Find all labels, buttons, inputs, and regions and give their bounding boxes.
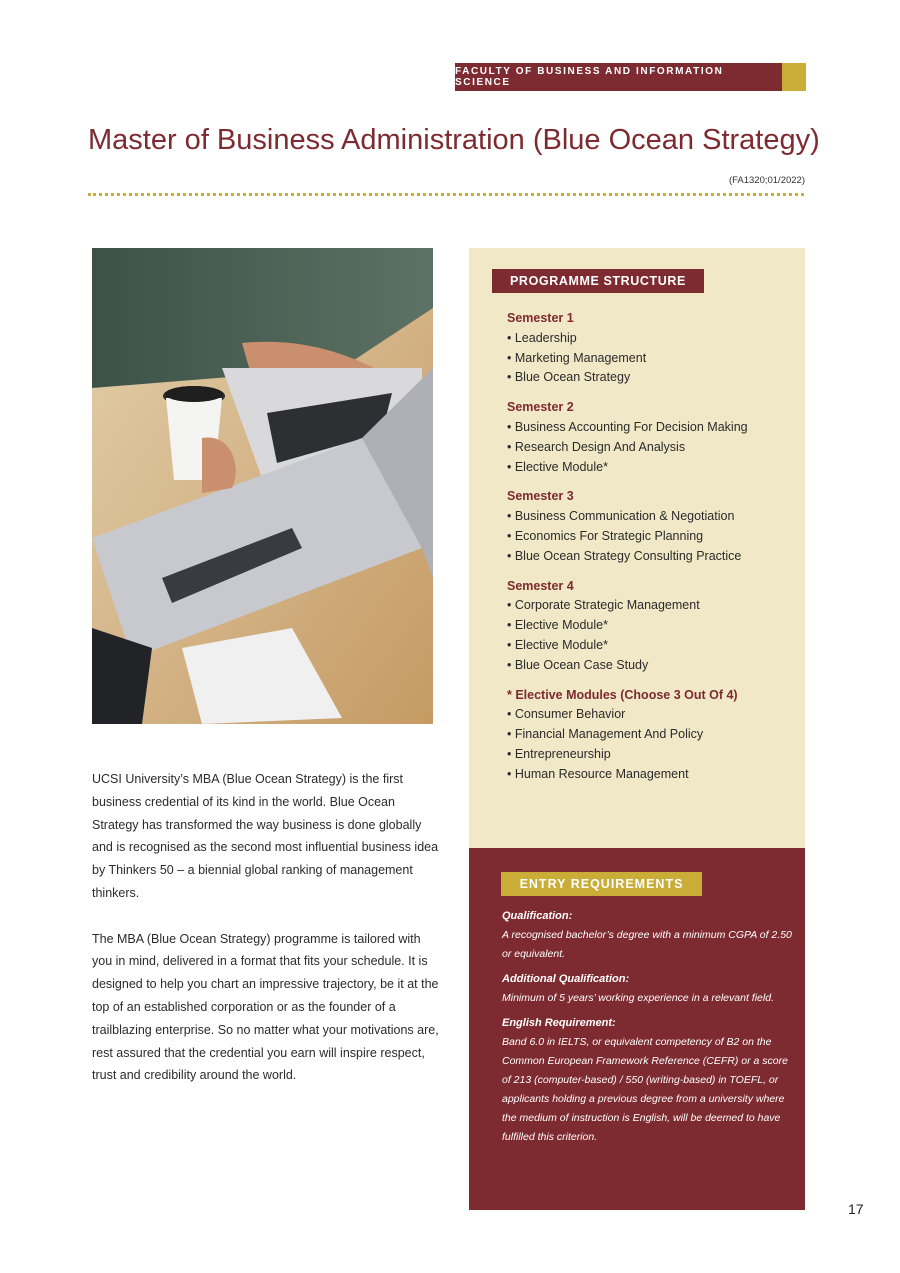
requirement-label: Qualification: xyxy=(502,910,573,922)
entry-requirements-body xyxy=(502,907,794,1153)
programme-structure-heading: PROGRAMME STRUCTURE xyxy=(492,269,704,293)
semester-title: Semester 4 xyxy=(507,578,574,593)
module-item: • Blue Ocean Strategy xyxy=(507,370,631,385)
requirement-label: Additional Qualification: xyxy=(502,973,630,985)
semester-title: Semester 1 xyxy=(507,311,574,325)
semester-3 xyxy=(507,487,797,566)
page-title: Master of Business Administration (Blue Ocean Strategy) xyxy=(88,124,820,156)
entry-requirements-panel xyxy=(469,848,805,1210)
module-item: • Human Resource Management xyxy=(507,766,689,781)
module-item: • Leadership xyxy=(507,330,577,345)
page-number: 17 xyxy=(848,1201,864,1217)
semester-1 xyxy=(507,309,797,388)
module-item: • Consumer Behavior xyxy=(507,707,626,722)
module-item: • Financial Management And Policy xyxy=(507,727,704,742)
entry-requirements-heading: ENTRY REQUIREMENTS xyxy=(501,872,702,896)
semester-4 xyxy=(507,577,797,676)
module-item: • Business Accounting For Decision Making xyxy=(507,419,748,434)
elective-modules xyxy=(507,686,797,785)
programme-structure-list xyxy=(507,309,797,795)
elective-title: * Elective Modules (Choose 3 Out Of 4) xyxy=(507,687,738,702)
module-item: • Marketing Management xyxy=(507,350,647,365)
faculty-banner: FACULTY OF BUSINESS AND INFORMATION SCIENCE xyxy=(455,63,782,91)
requirement-text: A recognised bachelor’s degree with a minimum CGPA of 2.50 or equivalent. xyxy=(502,929,792,960)
intro-text xyxy=(92,768,444,1110)
programme-structure-panel xyxy=(469,248,805,848)
module-item: • Elective Module* xyxy=(507,637,608,652)
laptop-coffee-photo xyxy=(92,248,433,724)
module-item: • Blue Ocean Strategy Consulting Practice xyxy=(507,548,742,563)
module-item: • Blue Ocean Case Study xyxy=(507,657,649,672)
module-item: • Economics For Strategic Planning xyxy=(507,528,704,543)
title-divider xyxy=(88,193,804,196)
intro-paragraph-2: The MBA (Blue Ocean Strategy) programme is tailored with you in mind, delivered in a format that fits your schedule. It is designed to help you chart an impressive trajectory, be it at the top of an established corporation or as the founder of a trailblazing enterprise. So no matter what your motivations are, rest assured that the credential you earn will inspire respect, trust and credibility around the world. xyxy=(92,931,439,1083)
module-item: • Elective Module* xyxy=(507,459,608,474)
requirement-text: Minimum of 5 years’ working experience in a relevant field. xyxy=(502,992,774,1004)
semester-title: Semester 3 xyxy=(507,489,574,504)
intro-paragraph-1: UCSI University’s MBA (Blue Ocean Strategy) is the first business credential of its kind in the world. Blue Ocean Strategy has transformed the way business is done globally and is recognised as the second most influential business idea by Thinkers 50 – a biennial global ranking of management thinkers. xyxy=(92,772,439,900)
semester-title: Semester 2 xyxy=(507,400,574,415)
module-item: • Elective Module* xyxy=(507,618,608,633)
module-item: • Research Design And Analysis xyxy=(507,439,686,454)
requirement-text: Band 6.0 in IELTS, or equivalent competency of B2 on the Common European Framework Reference (CEFR) or a score of 213 (computer-based) / 550 (writing-based) in TOEFL, or applicants holding a previous degree from a university where the medium of instruction is English, will be deemed to have fulfilled this criterion. xyxy=(502,1036,788,1143)
semester-2 xyxy=(507,398,797,477)
module-item: • Business Communication & Negotiation xyxy=(507,509,735,524)
faculty-banner-accent xyxy=(782,63,806,91)
module-item: • Corporate Strategic Management xyxy=(507,598,700,613)
module-item: • Entrepreneurship xyxy=(507,746,611,761)
requirement-label: English Requirement: xyxy=(502,1017,616,1029)
programme-code: (FA1320;01/2022) xyxy=(728,175,805,186)
